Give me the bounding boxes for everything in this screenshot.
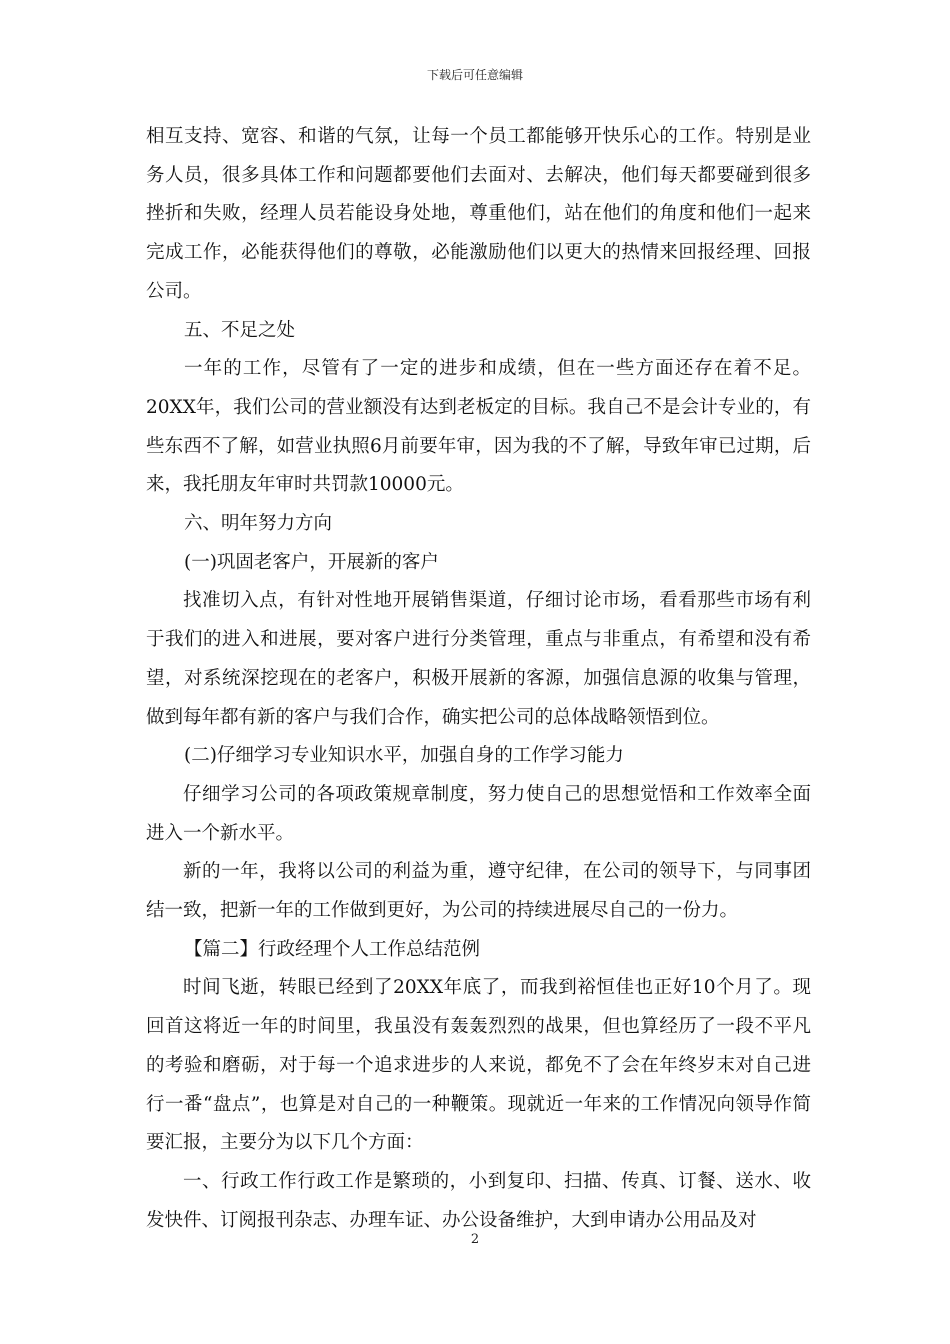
- section-heading-shortcomings: 五、不足之处: [184, 319, 296, 341]
- page-header-note: 下载后可任意编辑: [426, 68, 523, 82]
- paragraph-intro: 时间飞逝，转眼已经到了20XX年底了，而我到裕恒佳也正好10个月了。现回首这将近一年的时间里，我虽没有轰轰烈烈的战果，但也算经历了一段不平凡的考验和磨砺，对于每一个追求进步的人来说，都免不了会在年终岁末对自己进行一番“盘点”，也算是对自己的一种鞭策。现就近一年来的工作情况向领导作简要汇报，主要分为以下几个方面：: [146, 977, 811, 1154]
- paragraph-customers: 找准切入点，有针对性地开展销售渠道，仔细讨论市场，看看那些市场有利于我们的进入和进展，要对客户进行分类管理，重点与非重点，有希望和没有希望，对系统深挖现在的老客户，积极开展新的客源，加强信息源的收集与管理，做到每年都有新的客户与我们合作，确实把公司的总体战略领悟到位。: [146, 590, 811, 728]
- paragraph-new-year: 新的一年，我将以公司的利益为重，遵守纪律，在公司的领导下，与同事团结一致，把新一年的工作做到更好，为公司的持续进展尽自己的一份力。: [146, 861, 811, 922]
- document-body: [146, 118, 811, 1240]
- subheading-customers: (一)巩固老客户，开展新的客户: [184, 551, 439, 573]
- page-number: 2: [470, 1232, 480, 1247]
- subheading-learning: (二)仔细学习专业知识水平，加强自身的工作学习能力: [184, 745, 624, 767]
- paragraph-learning: 仔细学习公司的各项政策规章制度，努力使自己的思想觉悟和工作效率全面进入一个新水平。: [146, 783, 811, 844]
- chapter-heading-part-two: 【篇二】行政经理个人工作总结范例: [184, 938, 481, 960]
- paragraph-continuation: 相互支持、宽容、和谐的气氛，让每一个员工都能够开快乐心的工作。特别是业务人员，很多具体工作和问题都要他们去面对、去解决，他们每天都要碰到很多挫折和失败，经理人员若能设身处地，尊重他们，站在他们的角度和他们一起来完成工作，必能获得他们的尊敬，必能激励他们以更大的热情来回报经理、回报公司。: [146, 126, 811, 302]
- paragraph-shortcomings: 一年的工作，尽管有了一定的进步和成绩，但在一些方面还存在着不足。20XX年，我们公司的营业额没有达到老板定的目标。我自己不是会计专业的，有些东西不了解，如营业执照6月前要年审，因为我的不了解，导致年审已过期，后来，我托朋友年审时共罚款10000元。: [146, 358, 811, 496]
- paragraph-admin-work: 一、行政工作行政工作是繁琐的，小到复印、扫描、传真、订餐、送水、收发快件、订阅报刊杂志、办理车证、办公设备维护，大到申请办公用品及对: [146, 1170, 811, 1231]
- section-heading-next-year: 六、明年努力方向: [184, 513, 333, 535]
